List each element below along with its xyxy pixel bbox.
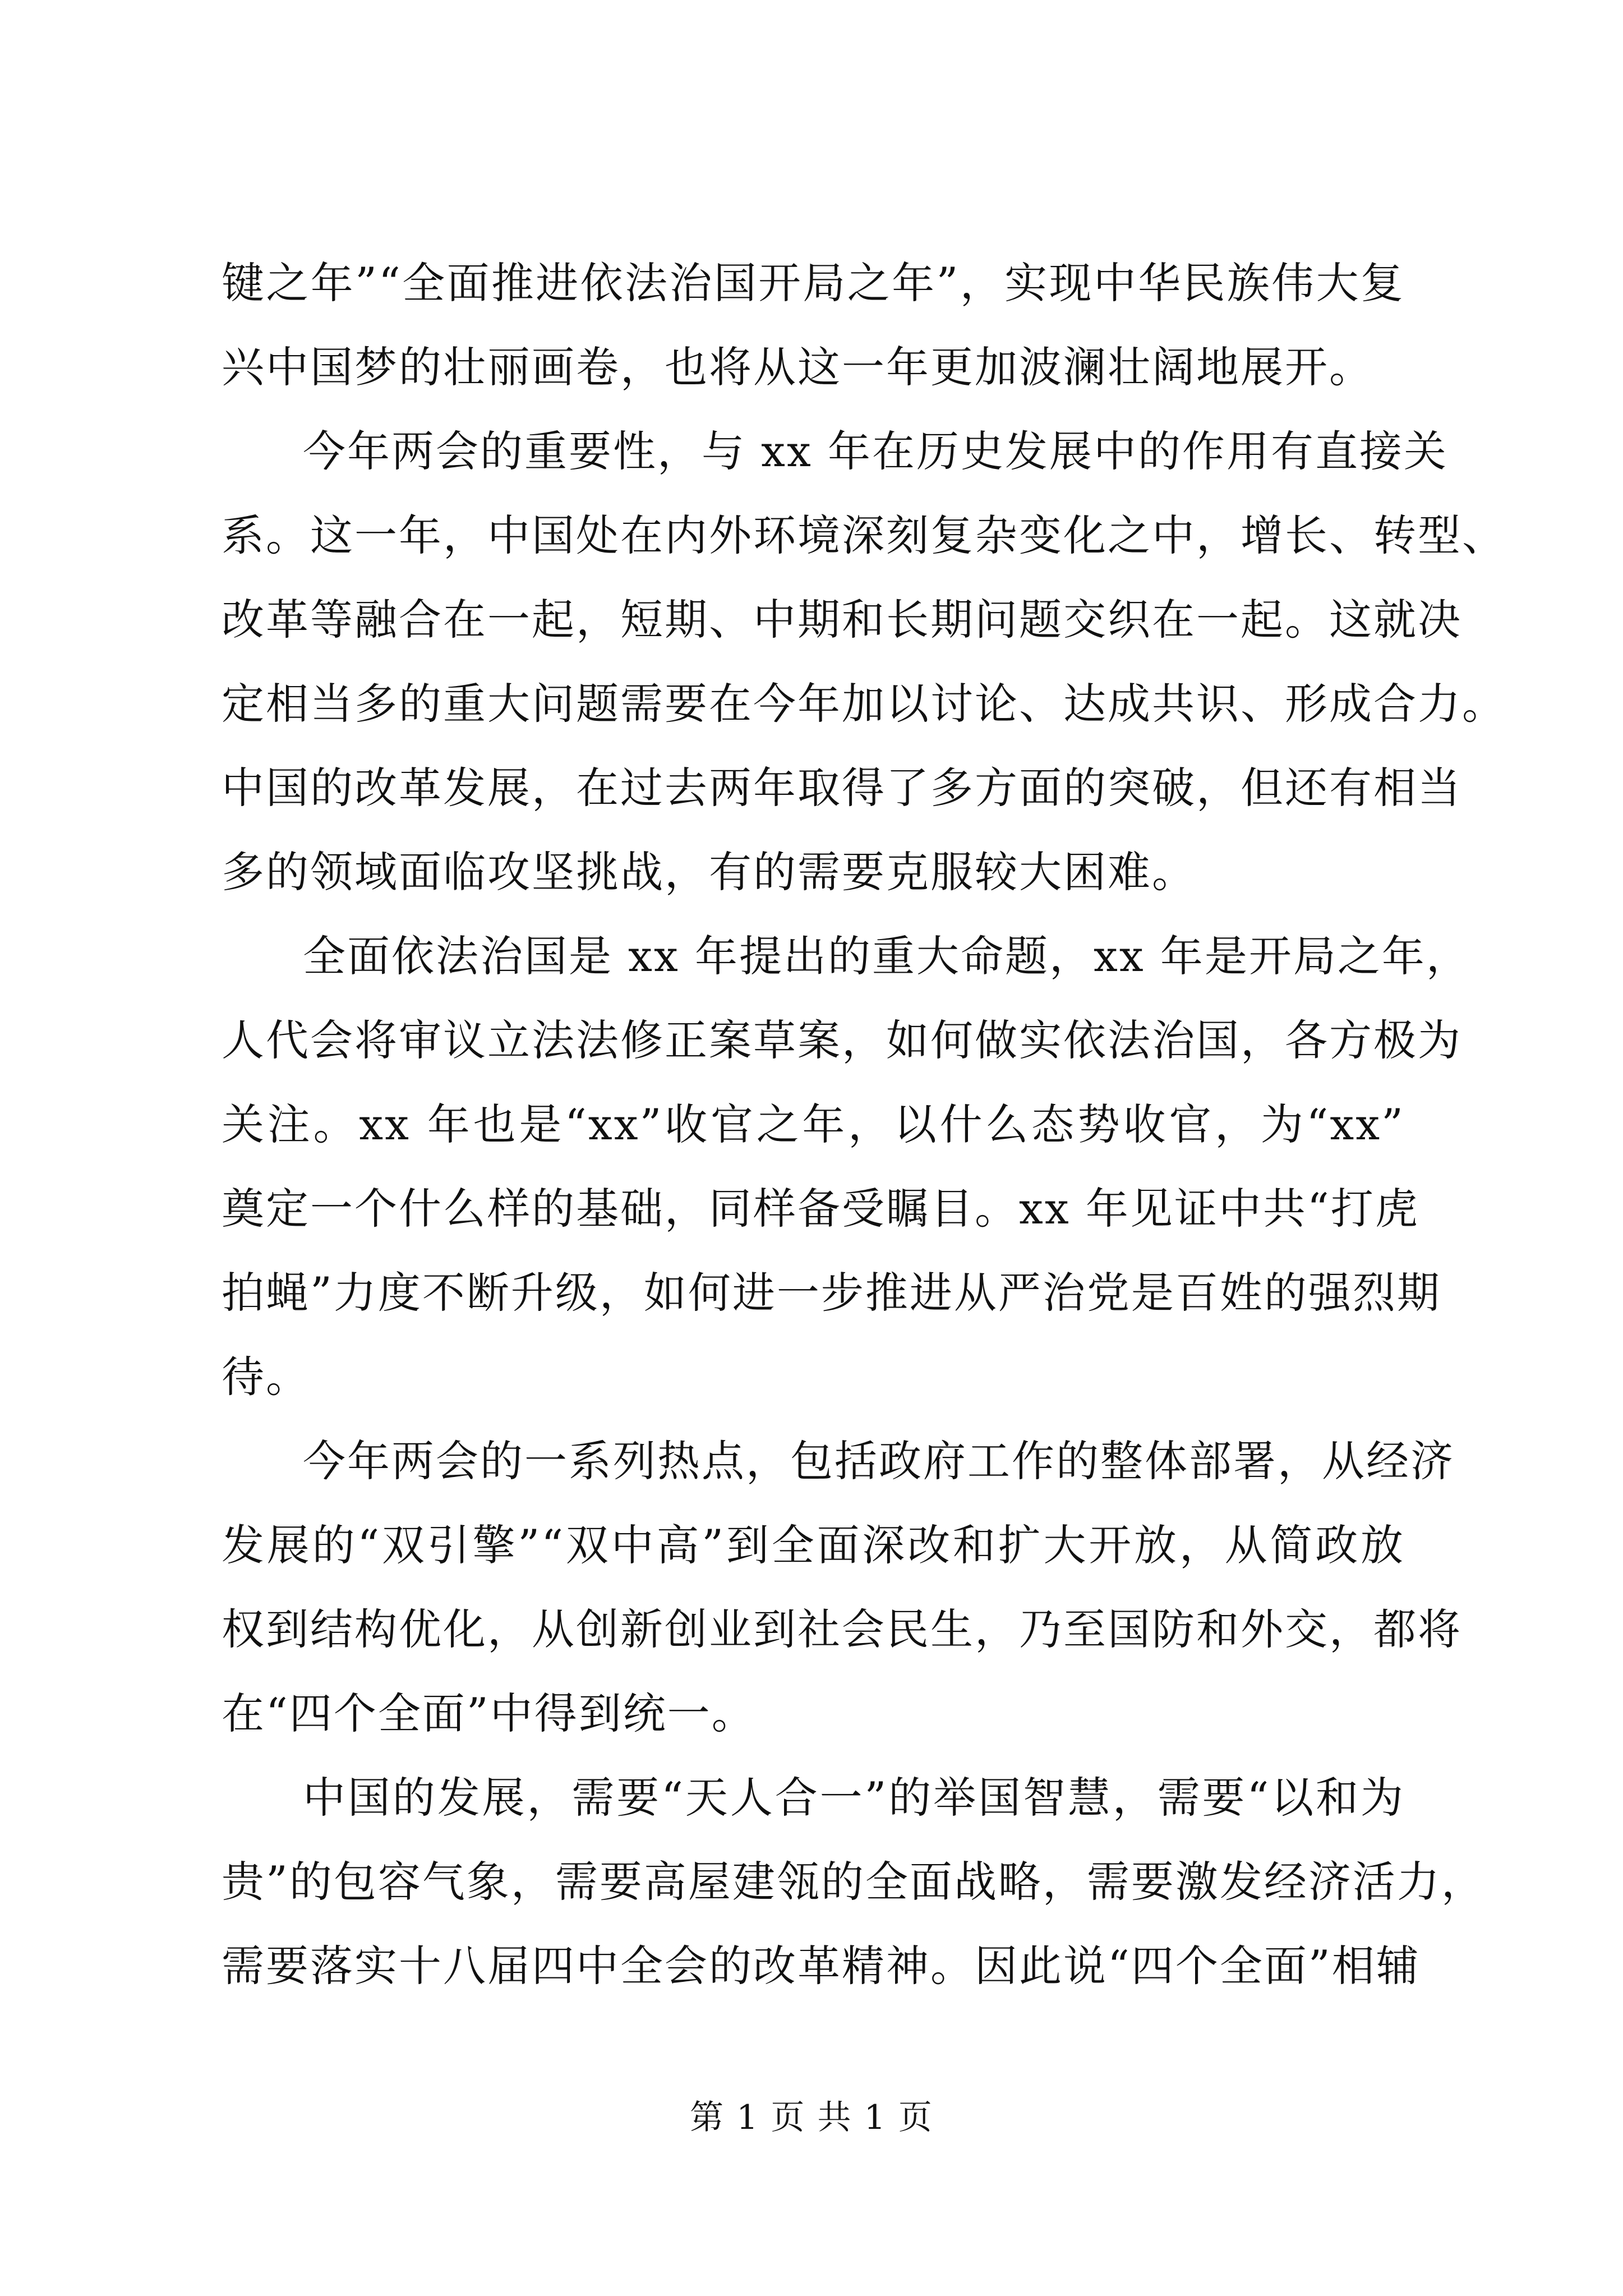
text-line: 奠定一个什么样的基础，同样备受瞩目。xx 年见证中共“打虎 — [222, 1184, 1419, 1234]
text-line: 系。这一年，中国处在内外环境深刻复杂变化之中，增长、转型、 — [222, 510, 1506, 560]
text-line: 中国的发展，需要“天人合一”的举国智慧，需要“以和为 — [303, 1773, 1405, 1823]
text-line: 定相当多的重大问题需要在今年加以讨论、达成共识、形成合力。 — [222, 679, 1506, 729]
text-line: 今年两会的一系列热点，包括政府工作的整体部署，从经济 — [303, 1436, 1455, 1486]
text-line: 全面依法治国是 xx 年提出的重大命题，xx 年是开局之年， — [303, 931, 1470, 981]
text-line: 关注。xx 年也是“xx”收官之年，以什么态势收官，为“xx” — [222, 1099, 1405, 1149]
text-line: 贵”的包容气象，需要高屋建瓴的全面战略，需要激发经济活力， — [222, 1857, 1486, 1907]
text-line: 中国的改革发展，在过去两年取得了多方面的突破，但还有相当 — [222, 763, 1462, 813]
text-line: 今年两会的重要性，与 xx 年在历史发展中的作用有直接关 — [303, 426, 1449, 476]
text-line: 需要落实十八届四中全会的改革精神。因此说“四个全面”相辅 — [222, 1941, 1421, 1991]
text-line: 拍蝇”力度不断升级，如何进一步推进从严治党是百姓的强烈期 — [222, 1268, 1441, 1318]
text-line: 人代会将审议立法法修正案草案，如何做实依法治国，各方极为 — [222, 1015, 1462, 1065]
text-line: 键之年”“全面推进依法治国开局之年”，实现中华民族伟大复 — [222, 258, 1405, 308]
text-line: 在“四个全面”中得到统一。 — [222, 1688, 756, 1738]
page-number-label: 第 1 页 共 1 页 — [690, 2098, 933, 2137]
text-line: 兴中国梦的壮丽画卷，也将从这一年更加波澜壮阔地展开。 — [222, 342, 1373, 392]
text-line: 权到结构优化，从创新创业到社会民生，乃至国防和外交，都将 — [222, 1604, 1462, 1654]
page-footer — [0, 2095, 1623, 2140]
text-line: 发展的“双引擎”“双中高”到全面深改和扩大开放，从简政放 — [222, 1520, 1405, 1570]
text-line: 改革等融合在一起，短期、中期和长期问题交织在一起。这就决 — [222, 595, 1462, 645]
text-line: 多的领域面临攻坚挑战，有的需要克服较大困难。 — [222, 847, 1196, 897]
text-line: 待。 — [222, 1352, 310, 1402]
